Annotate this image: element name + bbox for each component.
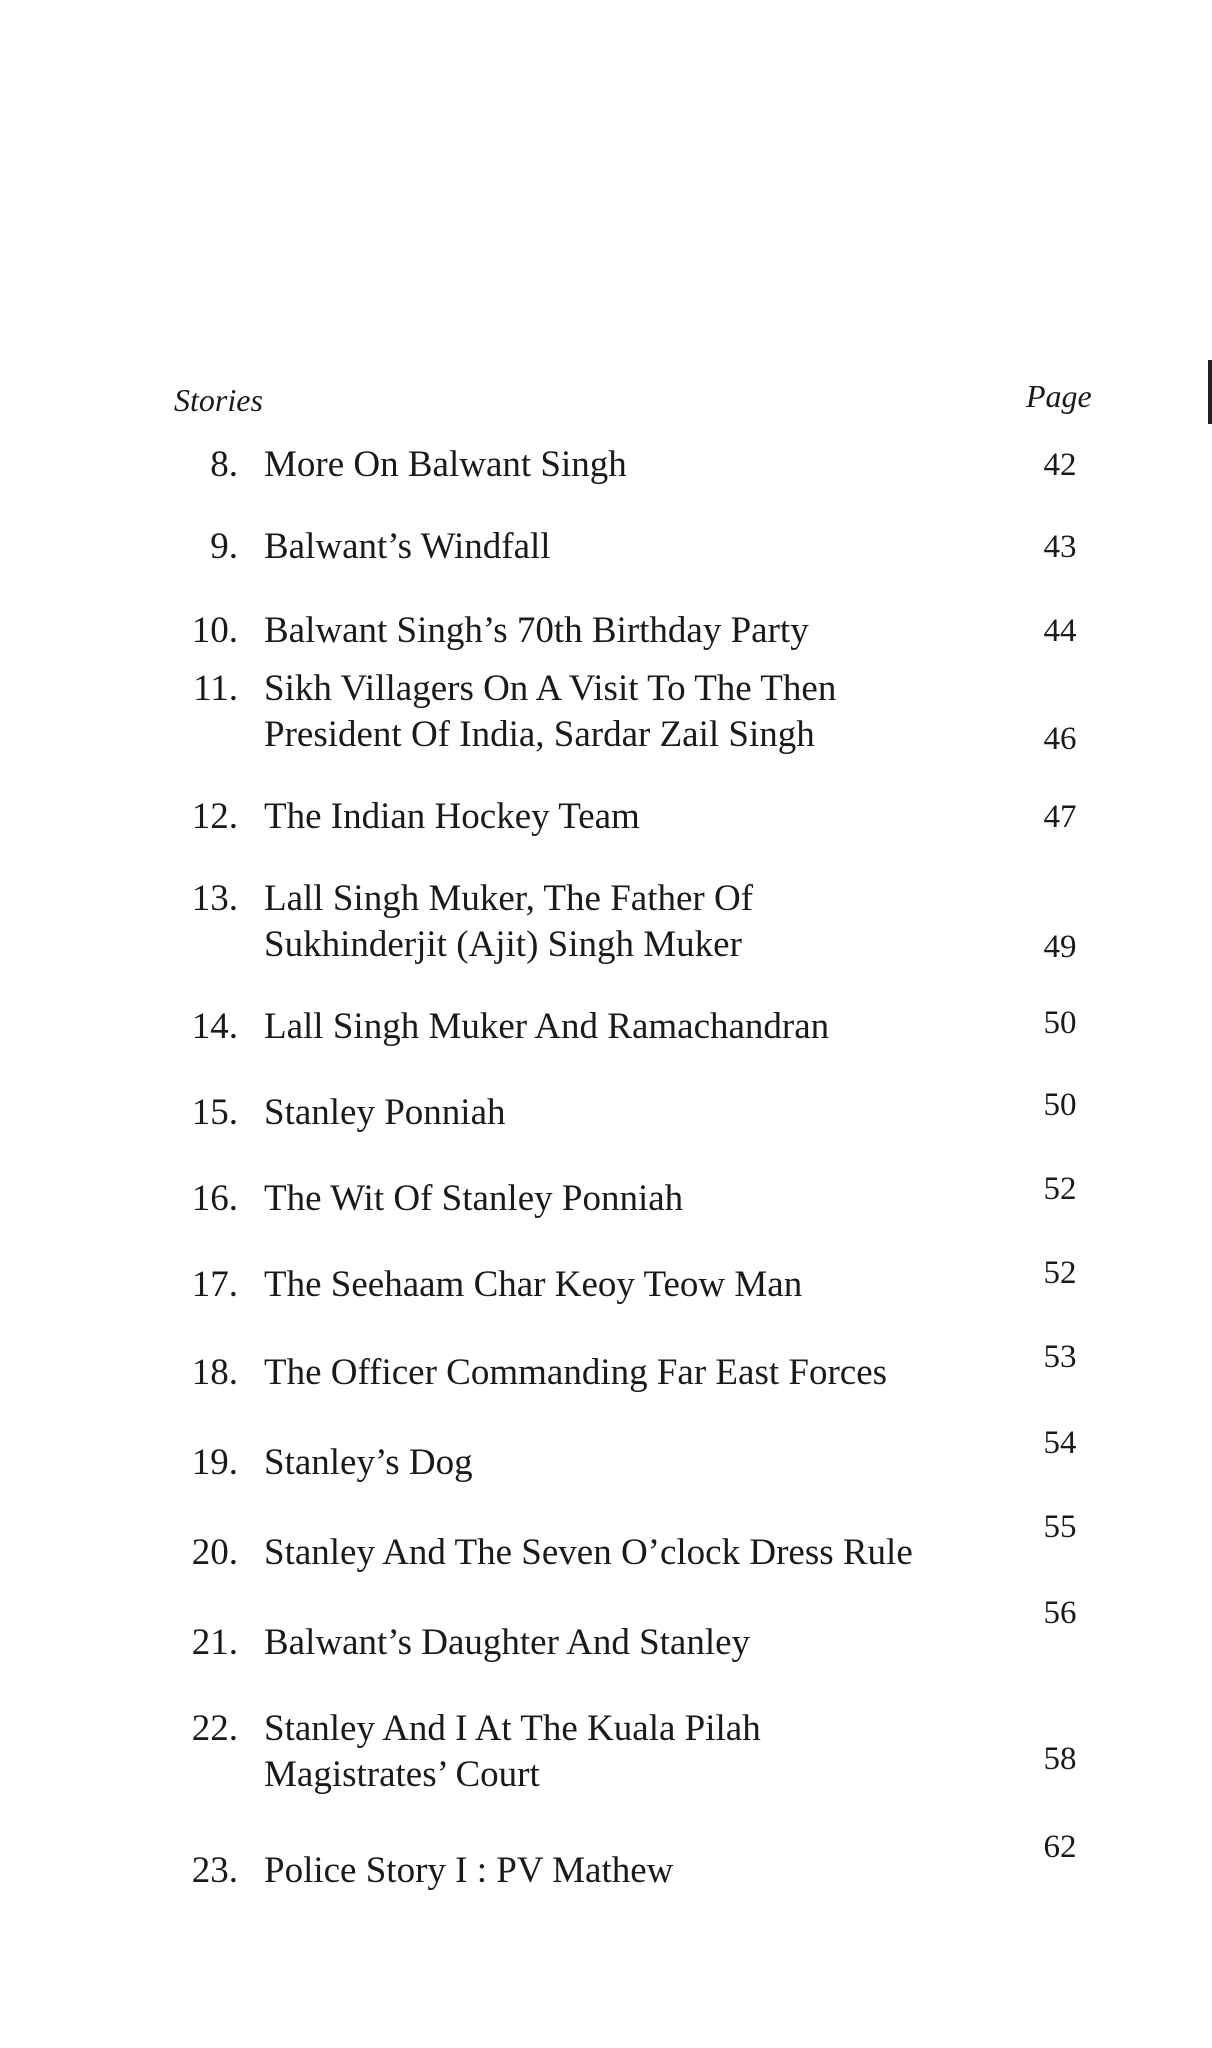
entry-page-number: 42 <box>1043 447 1077 483</box>
entry-title-line: More On Balwant Singh <box>264 444 627 485</box>
entry-title <box>264 442 1004 488</box>
entry-title <box>264 1090 1004 1136</box>
entry-title <box>264 1262 1004 1308</box>
entry-number: 22. <box>191 1708 238 1749</box>
entry-number: 14. <box>191 1006 238 1047</box>
entry-number: 9. <box>210 526 238 567</box>
entry-title-line: Sukhinderjit (Ajit) Singh Muker <box>264 924 742 965</box>
entry-title <box>264 1848 1004 1894</box>
entry-title <box>264 794 1004 840</box>
entry-number: 17. <box>191 1264 238 1305</box>
entry-page-number: 50 <box>1043 1005 1077 1041</box>
page-edge-mark <box>1208 360 1212 424</box>
entry-title-line: The Seehaam Char Keoy Teow Man <box>264 1264 803 1305</box>
entry-page-number: 53 <box>1043 1339 1077 1375</box>
entry-number: 16. <box>191 1178 238 1219</box>
entry-number: 8. <box>210 444 238 485</box>
entry-page-number: 46 <box>1043 721 1077 757</box>
entry-page-number: 55 <box>1043 1509 1077 1545</box>
entry-title-line: Sikh Villagers On A Visit To The Then <box>264 668 837 709</box>
entry-page-number: 44 <box>1043 613 1077 649</box>
stories-column-heading: Stories <box>174 382 263 418</box>
entry-number: 19. <box>191 1442 238 1483</box>
entry-page-number: 62 <box>1043 1829 1077 1865</box>
page-column-heading: Page <box>1026 378 1092 414</box>
entry-title <box>264 1440 1004 1486</box>
entry-title-line: President Of India, Sardar Zail Singh <box>264 714 815 755</box>
entry-title-line: Police Story I : PV Mathew <box>264 1850 674 1891</box>
entry-number: 11. <box>193 668 238 709</box>
entry-title-line: Magistrates’ Court <box>264 1754 540 1795</box>
entry-page-number: 52 <box>1043 1255 1077 1291</box>
entry-page-number: 58 <box>1043 1741 1077 1777</box>
entry-page-number: 47 <box>1043 799 1077 835</box>
entry-title-line: Stanley’s Dog <box>264 1442 473 1483</box>
entry-title-line: Balwant’s Windfall <box>264 526 551 567</box>
entry-number: 21. <box>191 1622 238 1663</box>
entry-title <box>264 1004 1004 1050</box>
entry-number: 15. <box>191 1092 238 1133</box>
entry-title <box>264 1176 1004 1222</box>
entry-page-number: 56 <box>1043 1595 1077 1631</box>
entry-title <box>264 1530 1004 1576</box>
entry-title <box>264 666 1004 758</box>
entry-page-number: 43 <box>1043 529 1077 565</box>
entry-title <box>264 524 1004 570</box>
entry-title-line: The Indian Hockey Team <box>264 796 640 837</box>
entry-number: 23. <box>191 1850 238 1891</box>
entry-title-line: Stanley And I At The Kuala Pilah <box>264 1708 761 1749</box>
entry-number: 10. <box>191 610 238 651</box>
entry-title-line: Lall Singh Muker, The Father Of <box>264 878 754 919</box>
entry-title-line: Stanley And The Seven O’clock Dress Rule <box>264 1532 913 1573</box>
entry-title-line: Lall Singh Muker And Ramachandran <box>264 1006 830 1047</box>
entry-title-line: Balwant’s Daughter And Stanley <box>264 1622 751 1663</box>
entry-number: 13. <box>191 878 238 919</box>
entry-page-number: 54 <box>1043 1425 1077 1461</box>
entry-title-line: The Officer Commanding Far East Forces <box>264 1352 888 1393</box>
entry-title <box>264 608 1004 654</box>
entry-title-line: Balwant Singh’s 70th Birthday Party <box>264 610 809 651</box>
entry-number: 20. <box>191 1532 238 1573</box>
entry-title <box>264 1620 1004 1666</box>
entry-number: 18. <box>191 1352 238 1393</box>
entry-title-line: The Wit Of Stanley Ponniah <box>264 1178 684 1219</box>
entry-number: 12. <box>191 796 238 837</box>
entry-title-line: Stanley Ponniah <box>264 1092 506 1133</box>
entry-title <box>264 1350 1004 1396</box>
entry-title <box>264 876 1004 968</box>
entry-page-number: 50 <box>1043 1087 1077 1123</box>
entry-page-number: 52 <box>1043 1171 1077 1207</box>
entry-page-number: 49 <box>1043 929 1077 965</box>
entry-title <box>264 1706 1004 1798</box>
